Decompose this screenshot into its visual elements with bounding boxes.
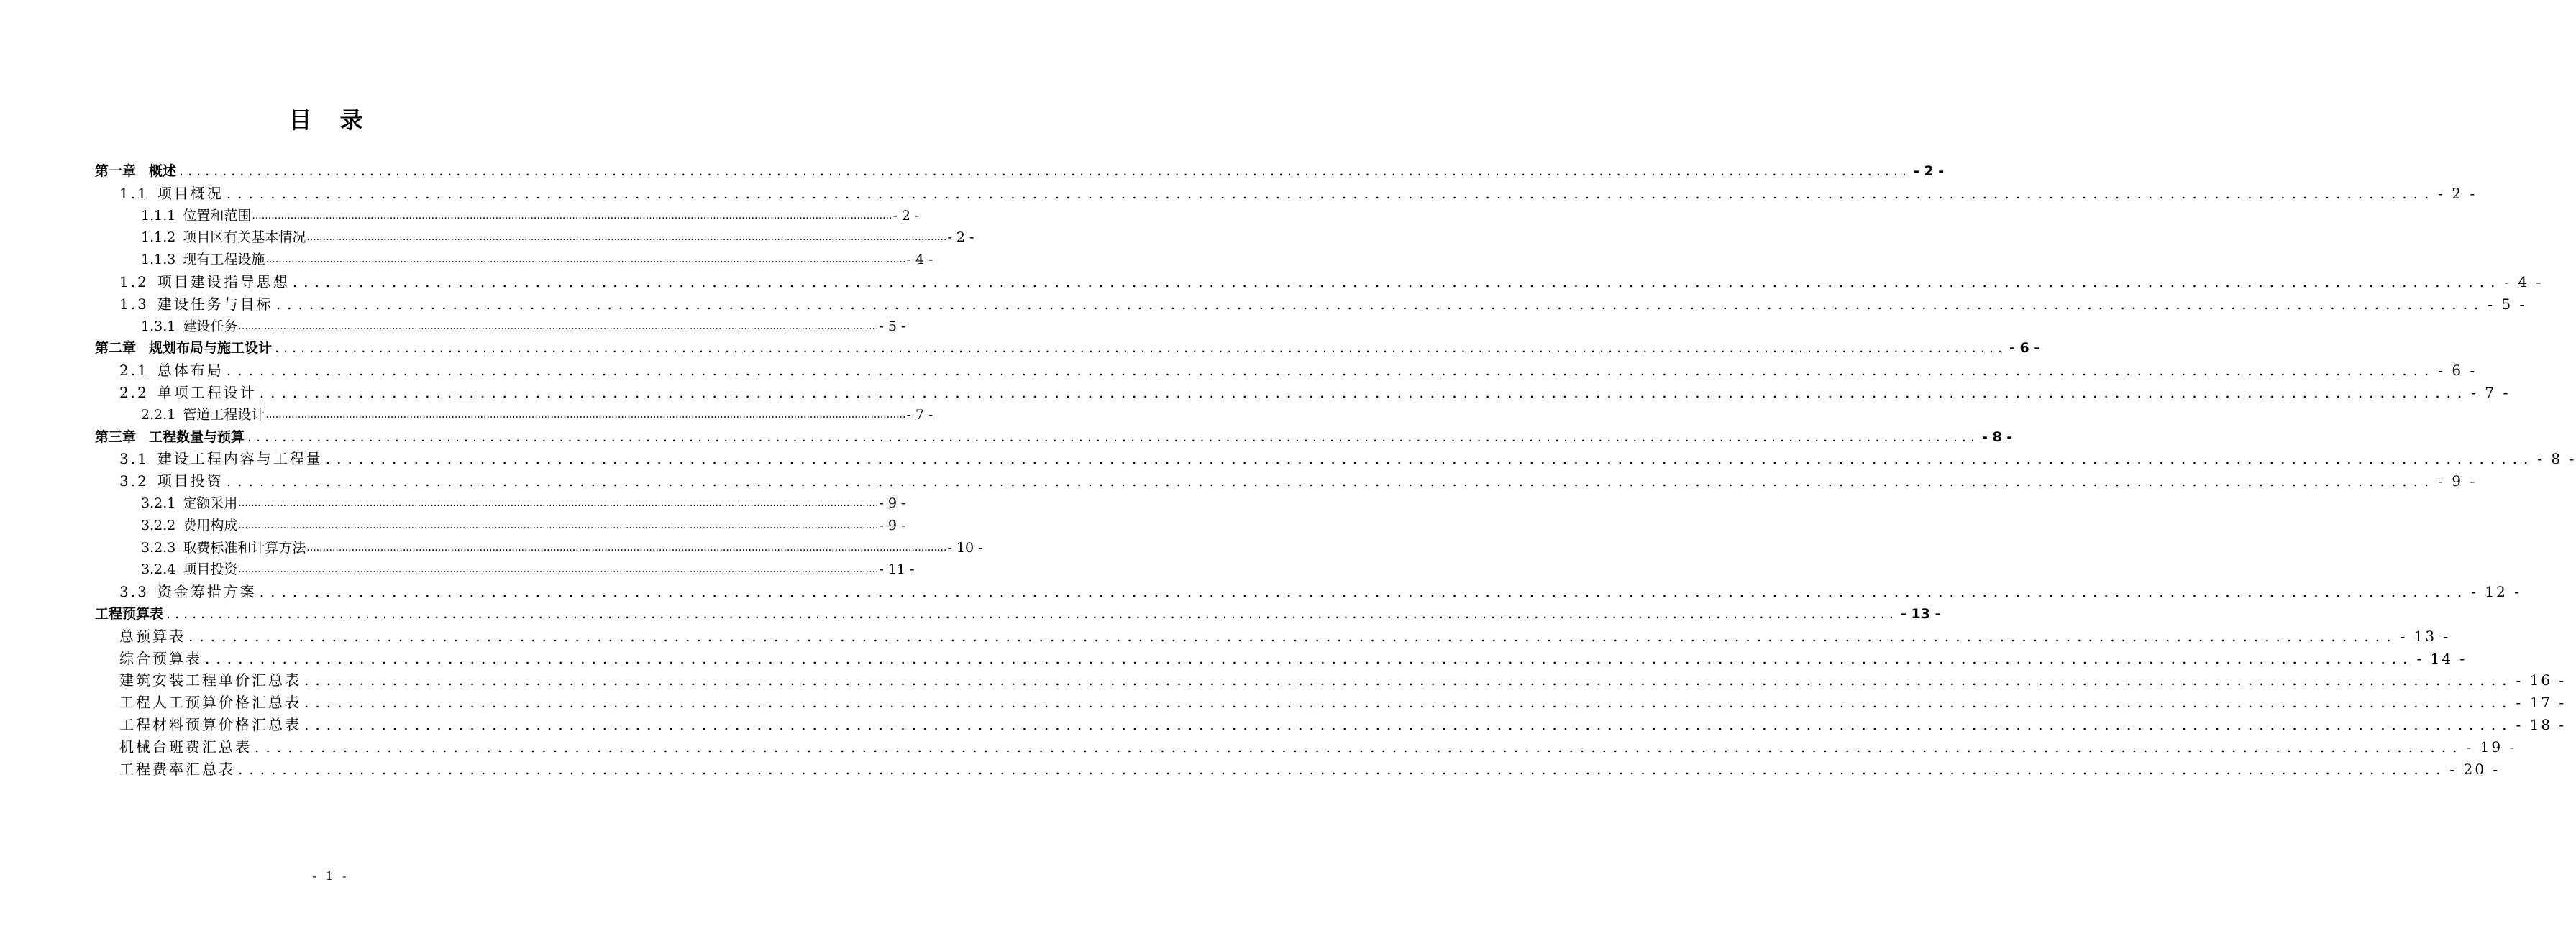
toc-entry-number: 3.2.2 <box>141 517 176 533</box>
toc-entry-number: 2.1 <box>119 362 149 380</box>
toc-entry-title: 工程材料预算价格汇总表 <box>119 716 301 733</box>
toc-dot-leader: ........................................................................................................................................................................................................ <box>325 450 2535 468</box>
toc-dot-leader: ........................................................................................................................................................................................................ <box>238 497 879 509</box>
toc-entry[interactable] <box>141 513 906 535</box>
toc-entry-page: - 8 - <box>1981 428 2013 445</box>
toc-dot-leader: ........................................................................................................................................................................................................ <box>238 320 879 332</box>
toc-entry-page: - 16 - <box>2516 671 2567 689</box>
toc-dot-leader: ........................................................................................................................................................................................................ <box>304 671 2513 689</box>
toc-entry-title: 资金筹措方案 <box>157 583 257 601</box>
toc-entry[interactable] <box>119 292 2527 313</box>
toc-entry-page: - 11 - <box>879 561 915 578</box>
toc-entry-page: - 9 - <box>879 495 906 511</box>
toc-entry-page: - 14 - <box>2416 649 2467 667</box>
toc-entry[interactable] <box>95 425 2013 446</box>
toc-entry-page: - 4 - <box>2504 273 2544 290</box>
toc-entry-page: - 19 - <box>2466 738 2517 756</box>
toc-dot-leader: ........................................................................................................................................................................................................ <box>265 408 906 421</box>
toc-entry-title: 项目概况 <box>157 184 224 202</box>
toc-entry-title: 工程数量与预算 <box>149 428 245 445</box>
toc-dot-leader: ........................................................................................................................................................................................................ <box>259 583 2469 601</box>
toc-entry-page: - 13 - <box>2400 627 2451 645</box>
toc-dot-leader: ........................................................................................................................................................................................................ <box>166 606 1898 622</box>
toc-entry-title: 总体布局 <box>157 362 224 380</box>
toc-entry-number: 3.2.1 <box>141 495 176 511</box>
toc-entry-number: 2.2 <box>119 384 149 401</box>
toc-entry-title: 工程费率汇总表 <box>119 760 235 778</box>
toc-entry-number: 第二章 <box>95 340 137 357</box>
toc-entry-number: 3.2.4 <box>141 561 176 578</box>
toc-dot-leader: ........................................................................................................................................................................................................ <box>259 384 2469 401</box>
toc-entry-page: - 7 - <box>2471 384 2511 401</box>
toc-entry-page: - 6 - <box>2438 362 2477 380</box>
toc-entry-page: - 7 - <box>906 406 933 423</box>
toc-dot-leader: ........................................................................................................................................................................................................ <box>238 564 879 576</box>
toc-dot-leader: ........................................................................................................................................................................................................ <box>275 340 2006 357</box>
toc-entry[interactable] <box>119 690 2567 712</box>
toc-entry-number: 1.2 <box>119 273 149 290</box>
toc-entry[interactable] <box>141 403 933 424</box>
toc-entry-number: 3.2 <box>119 472 149 490</box>
toc-entry-title: 机械台班费汇总表 <box>119 738 252 756</box>
toc-entry-page: - 9 - <box>2438 472 2477 490</box>
toc-entry-number: 第三章 <box>95 428 137 445</box>
toc-entry-page: - 2 - <box>2438 184 2477 202</box>
toc-entry[interactable] <box>141 491 906 513</box>
toc-entry-page: - 20 - <box>2449 760 2500 778</box>
toc-dot-leader: ........................................................................................................................................................................................................ <box>304 716 2513 733</box>
toc-entry-page: - 12 - <box>2471 583 2521 601</box>
toc-dot-leader: ........................................................................................................................................................................................................ <box>226 472 2436 490</box>
toc-dot-leader: ........................................................................................................................................................................................................ <box>255 738 2464 756</box>
toc-entry[interactable] <box>119 646 2467 668</box>
toc-entry-page: - 2 - <box>1913 163 1945 179</box>
toc-dot-leader: ........................................................................................................................................................................................................ <box>247 428 1979 445</box>
toc-entry[interactable] <box>95 602 1941 623</box>
toc-entry-page: - 5 - <box>2488 295 2527 313</box>
toc-entry-title: 工程人工预算价格汇总表 <box>119 694 301 712</box>
toc-entry-page: - 13 - <box>1900 606 1941 622</box>
toc-entry-page: - 17 - <box>2516 694 2567 712</box>
toc-entry-title: 规划布局与施工设计 <box>149 340 273 357</box>
toc-dot-leader: ........................................................................................................................................................................................................ <box>304 694 2513 712</box>
toc-entry[interactable] <box>119 469 2477 490</box>
toc-dot-leader: ........................................................................................................................................................................................................ <box>292 273 2502 290</box>
toc-entry-page: - 5 - <box>879 318 906 334</box>
toc-entry[interactable] <box>119 735 2517 756</box>
toc-entry[interactable] <box>141 225 974 247</box>
toc-entry[interactable] <box>119 668 2567 689</box>
toc-entry-number: 1.3 <box>119 295 149 313</box>
toc-entry-title: 项目投资 <box>183 561 238 578</box>
toc-entry[interactable] <box>141 203 920 225</box>
toc-entry-page: - 2 - <box>947 229 974 246</box>
toc-dot-leader: ........................................................................................................................................................................................................ <box>226 184 2436 202</box>
toc-entry-title: 单项工程设计 <box>157 384 257 401</box>
toc-entry-number: 1.1.2 <box>141 229 176 246</box>
toc-entry[interactable] <box>119 358 2477 380</box>
toc-entry-title: 概述 <box>149 163 177 179</box>
toc-entry-page: - 18 - <box>2516 716 2567 733</box>
toc-entry-number: 第一章 <box>95 163 137 179</box>
toc-entry-number: 1.3.1 <box>141 318 176 334</box>
toc-dot-leader: ........................................................................................................................................................................................................ <box>238 519 879 531</box>
toc-entry-title: 项目投资 <box>157 472 224 490</box>
toc-dot-leader: ........................................................................................................................................................................................................ <box>179 163 1911 179</box>
toc-entry[interactable] <box>119 270 2544 291</box>
toc-entry[interactable] <box>119 446 2576 468</box>
toc-entry[interactable] <box>119 579 2521 601</box>
toc-entry-title: 费用构成 <box>183 517 238 533</box>
toc-dot-leader: ........................................................................................................................................................................................................ <box>275 295 2485 313</box>
toc-entry[interactable] <box>141 557 915 579</box>
toc-entry-number: 1.1.3 <box>141 252 176 268</box>
toc-entry-title: 建筑安装工程单价汇总表 <box>119 671 301 689</box>
toc-entry-title: 项目建设指导思想 <box>157 273 290 290</box>
toc-entry[interactable] <box>119 624 2451 646</box>
toc-entry-page: - 8 - <box>2537 450 2576 468</box>
page-title: 目 录 <box>288 106 373 134</box>
toc-entry-title: 现有工程设施 <box>183 252 265 268</box>
page-number-footer: - 1 - <box>312 869 350 883</box>
toc-entry-page: - 6 - <box>2009 340 2040 357</box>
toc-entry-title: 位置和范围 <box>183 207 252 224</box>
toc-dot-leader: ........................................................................................................................................................................................................ <box>205 649 2414 667</box>
toc-dot-leader: ........................................................................................................................................................................................................ <box>306 231 947 244</box>
toc-entry-title: 建设任务 <box>183 318 238 334</box>
toc-dot-leader: ........................................................................................................................................................................................................ <box>306 541 947 554</box>
toc-entry-page: - 10 - <box>947 539 983 556</box>
toc-entry-title: 建设任务与目标 <box>157 295 273 313</box>
toc-entry-number: 3.2.3 <box>141 539 176 556</box>
toc-entry-title: 总预算表 <box>119 627 186 645</box>
toc-entry-page: - 4 - <box>906 252 933 268</box>
toc-dot-leader: ........................................................................................................................................................................................................ <box>238 760 2447 778</box>
toc-entry-title: 管道工程设计 <box>183 406 265 423</box>
toc-entry-title: 定额采用 <box>183 495 238 511</box>
toc-entry-page: - 2 - <box>892 207 920 224</box>
toc-entry-number: 3.3 <box>119 583 149 601</box>
toc-entry-title: 工程预算表 <box>95 606 164 622</box>
toc-entry[interactable] <box>119 712 2567 734</box>
toc-entry-number: 1.1.1 <box>141 207 176 224</box>
toc-entry[interactable] <box>119 380 2511 402</box>
toc-entry-number: 3.1 <box>119 450 149 468</box>
toc-dot-leader: ........................................................................................................................................................................................................ <box>226 362 2436 380</box>
toc-entry[interactable] <box>141 536 983 557</box>
toc-dot-leader: ........................................................................................................................................................................................................ <box>252 209 892 221</box>
toc-entry-number: 1.1 <box>119 184 149 202</box>
toc-dot-leader: ........................................................................................................................................................................................................ <box>188 627 2398 645</box>
toc-entry-title: 取费标准和计算方法 <box>183 539 306 556</box>
toc-entry[interactable] <box>95 336 2040 357</box>
toc-entry[interactable] <box>119 757 2500 779</box>
toc-entry-title: 项目区有关基本情况 <box>183 229 306 246</box>
toc-entry[interactable] <box>141 314 906 336</box>
toc-dot-leader: ........................................................................................................................................................................................................ <box>265 254 906 266</box>
toc-entry[interactable] <box>119 181 2477 203</box>
toc-entry-number: 2.2.1 <box>141 406 176 423</box>
toc-entry[interactable] <box>141 247 933 269</box>
toc-entry-title: 建设工程内容与工程量 <box>157 450 323 468</box>
toc-entry-page: - 9 - <box>879 517 906 533</box>
toc-entry[interactable] <box>95 159 1945 180</box>
toc-entry-title: 综合预算表 <box>119 649 202 667</box>
